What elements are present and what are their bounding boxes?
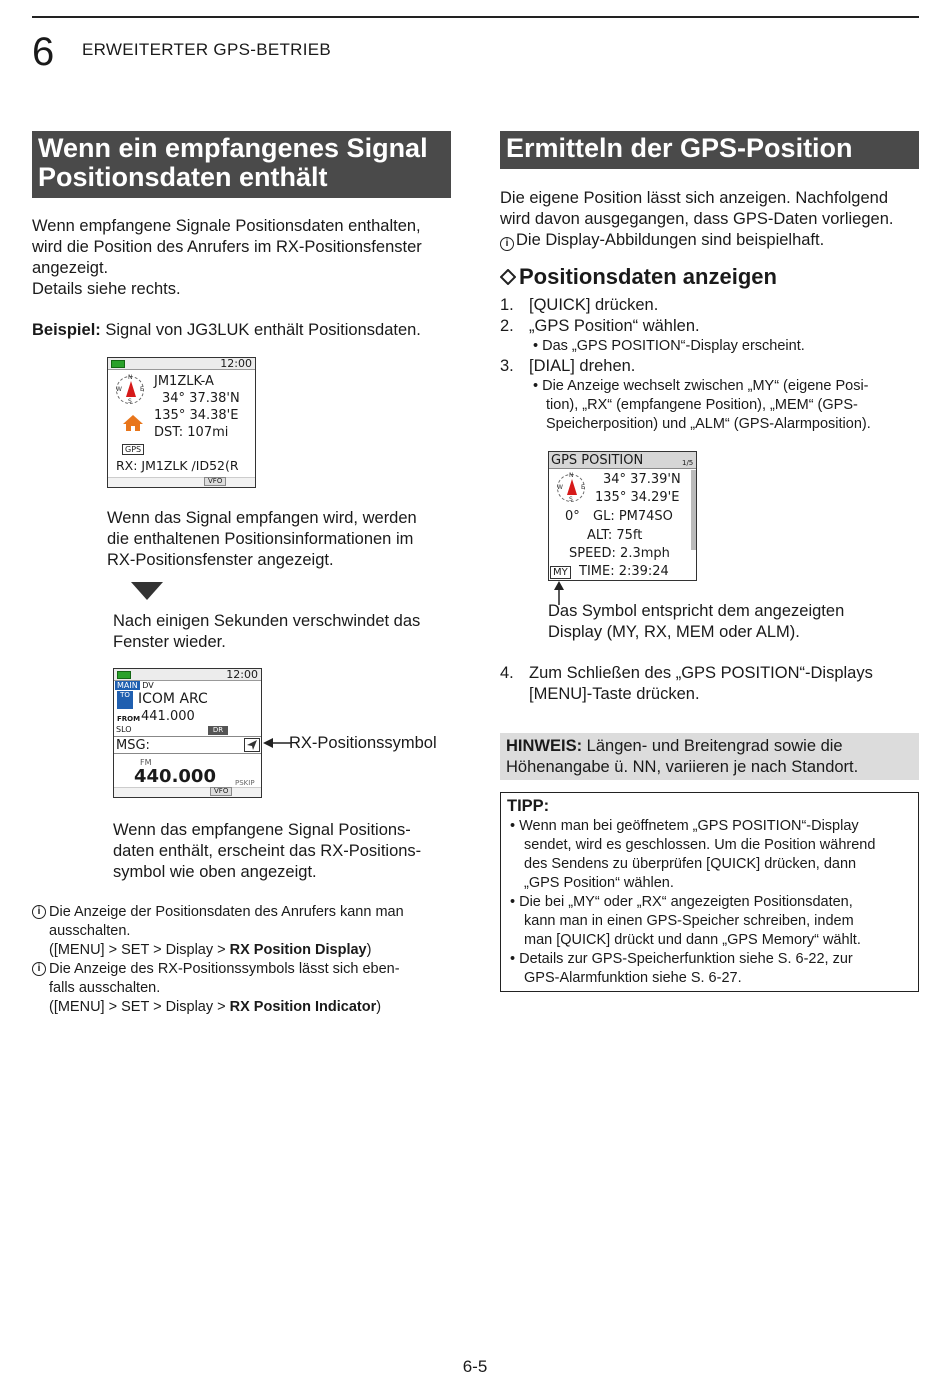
pointer-arrow-icon <box>263 737 291 749</box>
step-item <box>500 316 920 337</box>
page-number: 6-5 <box>462 1357 488 1376</box>
note-path-prefix: ([MENU] > SET > Display > <box>49 999 230 1015</box>
screen-callsign: JM1ZLK-A <box>154 374 214 389</box>
tip-line: sendet, wird es geschlossen. Um die Position während <box>524 837 876 853</box>
to-label: TO <box>120 691 130 699</box>
chapter-title: ERWEITERTER GPS-BETRIEB <box>82 40 332 59</box>
step-number: 4. <box>500 664 514 682</box>
dr-tag: DR <box>208 726 228 735</box>
subheading-text: Positionsdaten anzeigen <box>519 264 777 289</box>
status-bar <box>108 358 255 370</box>
right-section-heading: Ermitteln der GPS-Position <box>500 131 919 169</box>
step-text: [MENU]-Taste drücken. <box>529 685 700 703</box>
caption-line: RX-Positionsfenster angezeigt. <box>107 551 334 569</box>
from-value: 441.000 <box>141 709 195 724</box>
note-item <box>32 903 452 960</box>
battery-icon <box>117 671 131 679</box>
msg-label: MSG: <box>116 738 150 753</box>
battery-icon <box>111 360 125 368</box>
note-path-prefix: ([MENU] > SET > Display > <box>49 942 230 958</box>
my-tag: MY <box>550 566 571 579</box>
step-number: 3. <box>500 357 514 375</box>
dv-tag: DV <box>142 681 154 690</box>
tip-line: des Sendens zu überprüfen [QUICK] drücken, dann <box>524 856 857 872</box>
tip-item <box>507 950 912 988</box>
step-sub: Speicherposition) und „ALM“ (GPS-Alarmposition). <box>546 416 871 432</box>
to-name: ICOM ARC <box>138 691 208 707</box>
screen-latitude: 34° 37.38'N <box>162 391 240 406</box>
example-line <box>32 320 462 341</box>
fm-label: FM <box>140 758 152 767</box>
step-text: „GPS Position“ wählen. <box>529 317 700 335</box>
clock: 12:00 <box>226 668 258 681</box>
screen-longitude: 135° 34.29'E <box>595 490 680 505</box>
caption-1 <box>107 508 457 571</box>
tip-box <box>500 792 919 992</box>
down-arrow-icon <box>131 582 163 600</box>
rx-symbol-label: RX-Positionssymbol <box>289 734 437 752</box>
caption-line: die enthaltenen Positionsinformationen im <box>107 530 414 548</box>
right-intro-note <box>500 230 925 251</box>
step-text: [DIAL] drehen. <box>529 357 636 375</box>
caption-line: daten enthält, erscheint das RX-Positions- <box>113 842 422 860</box>
caption-line: Fenster wieder. <box>113 633 226 651</box>
note-line: falls ausschalten. <box>49 980 161 996</box>
tip-item <box>507 893 912 950</box>
screen-title: GPS POSITION <box>551 453 644 468</box>
steps-list <box>500 295 920 434</box>
screen-heading: 0° <box>565 509 580 524</box>
diamond-icon <box>500 269 516 285</box>
left-intro-line: angezeigt. <box>32 259 109 277</box>
vfo-tag: VFO <box>204 477 226 486</box>
step-item <box>500 663 920 705</box>
scrollbar <box>691 470 696 550</box>
note-path-bold: RX Position Display <box>229 942 367 958</box>
step-item <box>500 295 920 316</box>
step-sub: • Die Anzeige wechselt zwischen „MY“ (eigene Posi- <box>533 378 869 394</box>
screen-distance: DST: 107mi <box>154 425 229 440</box>
note-path <box>49 998 452 1017</box>
step-text: [QUICK] drücken. <box>529 296 659 314</box>
rx-position-screen <box>107 357 256 488</box>
hint-box <box>500 733 919 780</box>
screen-longitude: 135° 34.38'E <box>154 408 239 423</box>
subheading <box>500 264 777 290</box>
screen-title-bar <box>549 452 697 469</box>
screen-grid-locator: GL: PM74SO <box>593 509 673 524</box>
caption-line: Display (MY, RX, MEM oder ALM). <box>548 623 800 641</box>
caption-line: symbol wie oben angezeigt. <box>113 863 317 881</box>
left-intro-line: Details siehe rechts. <box>32 280 181 298</box>
info-icon: i <box>32 962 46 976</box>
note-path-suffix: ) <box>366 942 372 958</box>
note-line: ausschalten. <box>49 923 131 939</box>
screen-latitude: 34° 37.39'N <box>603 472 681 487</box>
info-icon: i <box>32 905 46 919</box>
left-heading-line1: Wenn ein empfangenes Signal <box>38 133 428 163</box>
example-label: Beispiel: <box>32 321 101 339</box>
caption-line: Wenn das empfangene Signal Positions- <box>113 821 411 839</box>
tip-line: • Die bei „MY“ oder „RX“ angezeigten Positionsdaten, <box>510 894 853 910</box>
mode-row <box>115 682 154 690</box>
note-line: Die Anzeige der Positionsdaten des Anrufers kann man <box>49 904 404 920</box>
pskip-label: PSKIP <box>235 779 255 787</box>
left-notes <box>32 903 452 1017</box>
left-intro <box>32 216 462 300</box>
note-path-bold: RX Position Indicator <box>229 999 377 1015</box>
status-bar <box>114 669 261 681</box>
caption-2 <box>113 611 458 653</box>
step-item <box>500 356 920 377</box>
from-label: FROM <box>117 715 141 723</box>
frequency-display: 440.000 <box>134 766 216 787</box>
main-screen <box>113 668 262 798</box>
tip-line: GPS-Alarmfunktion siehe S. 6-27. <box>524 970 742 986</box>
chapter-number: 6 <box>32 30 55 74</box>
gps-tag: GPS <box>122 444 144 455</box>
caption-line: Wenn das Signal empfangen wird, werden <box>107 509 417 527</box>
rx-position-icon <box>244 738 260 752</box>
tip-line: • Wenn man bei geöffnetem „GPS POSITION“-Display <box>510 818 859 834</box>
gps-position-screen <box>548 451 697 581</box>
screen-page: 1/5 <box>682 459 694 467</box>
example-text: Signal von JG3LUK enthält Positionsdaten. <box>100 321 421 339</box>
home-icon <box>122 414 144 432</box>
vfo-tag: VFO <box>210 787 232 796</box>
left-section-heading <box>32 131 451 198</box>
step-sub: tion), „RX“ (empfangene Position), „MEM“ (GPS- <box>546 397 858 413</box>
screen-speed: SPEED: 2.3mph <box>569 546 670 561</box>
step-number: 2. <box>500 317 514 335</box>
note-path-suffix: ) <box>376 999 382 1015</box>
right-intro-line: wird davon ausgegangen, dass GPS-Daten vorliegen. <box>500 210 894 228</box>
tip-line: • Details zur GPS-Speicherfunktion siehe S. 6-22, zur <box>510 951 853 967</box>
right-intro <box>500 188 925 251</box>
tip-line: man [QUICK] drückt und dann „GPS Memory“ wählt. <box>524 932 861 948</box>
hint-line <box>506 736 913 757</box>
slo-label: SLO <box>116 725 132 734</box>
compass-icon: N W E S <box>557 472 585 503</box>
step-sub: • Das „GPS POSITION“-Display erscheint. <box>533 338 805 354</box>
note-path <box>49 941 452 960</box>
right-caption <box>548 601 908 643</box>
main-tag: MAIN <box>117 681 138 690</box>
hint-text: Höhenangabe ü. NN, variieren je nach Standort. <box>506 758 859 776</box>
screen-footer <box>114 787 261 797</box>
caption-3 <box>113 820 458 883</box>
info-icon: i <box>500 237 514 251</box>
tip-line: „GPS Position“ wählen. <box>524 875 674 891</box>
compass-icon: N W E S <box>116 374 144 405</box>
screen-time: TIME: 2:39:24 <box>579 564 669 579</box>
left-intro-line: wird die Position des Anrufers im RX-Positionsfenster <box>32 238 422 256</box>
screen-footer <box>108 477 255 487</box>
tip-title: TIPP: <box>507 797 550 815</box>
left-heading-line2: Positionsdaten enthält <box>38 162 328 192</box>
screen-rx-line: RX: JM1ZLK /ID52(R <box>116 458 239 473</box>
intro-note-text: Die Display-Abbildungen sind beispielhaft. <box>516 231 825 249</box>
to-badge <box>117 691 133 709</box>
note-line: Die Anzeige des RX-Positionssymbols lässt sich eben- <box>49 961 400 977</box>
screen-altitude: ALT: 75ft <box>587 528 643 543</box>
right-intro-line: Die eigene Position lässt sich anzeigen. Nachfolgend <box>500 189 888 207</box>
caption-line: Das Symbol entspricht dem angezeigten <box>548 602 845 620</box>
tip-item <box>507 817 912 893</box>
caption-line: Nach einigen Sekunden verschwindet das <box>113 612 421 630</box>
step-text: Zum Schließen des „GPS POSITION“-Displays <box>529 664 873 682</box>
step-number: 1. <box>500 296 514 314</box>
top-rule <box>32 16 919 18</box>
clock: 12:00 <box>220 357 252 370</box>
hint-text: Längen- und Breitengrad sowie die <box>582 737 843 755</box>
note-item <box>32 960 452 1017</box>
left-intro-line: Wenn empfangene Signale Positionsdaten enthalten, <box>32 217 421 235</box>
hint-label: HINWEIS: <box>506 737 583 755</box>
tip-line: kann man in einen GPS-Speicher schreiben, indem <box>524 913 854 929</box>
